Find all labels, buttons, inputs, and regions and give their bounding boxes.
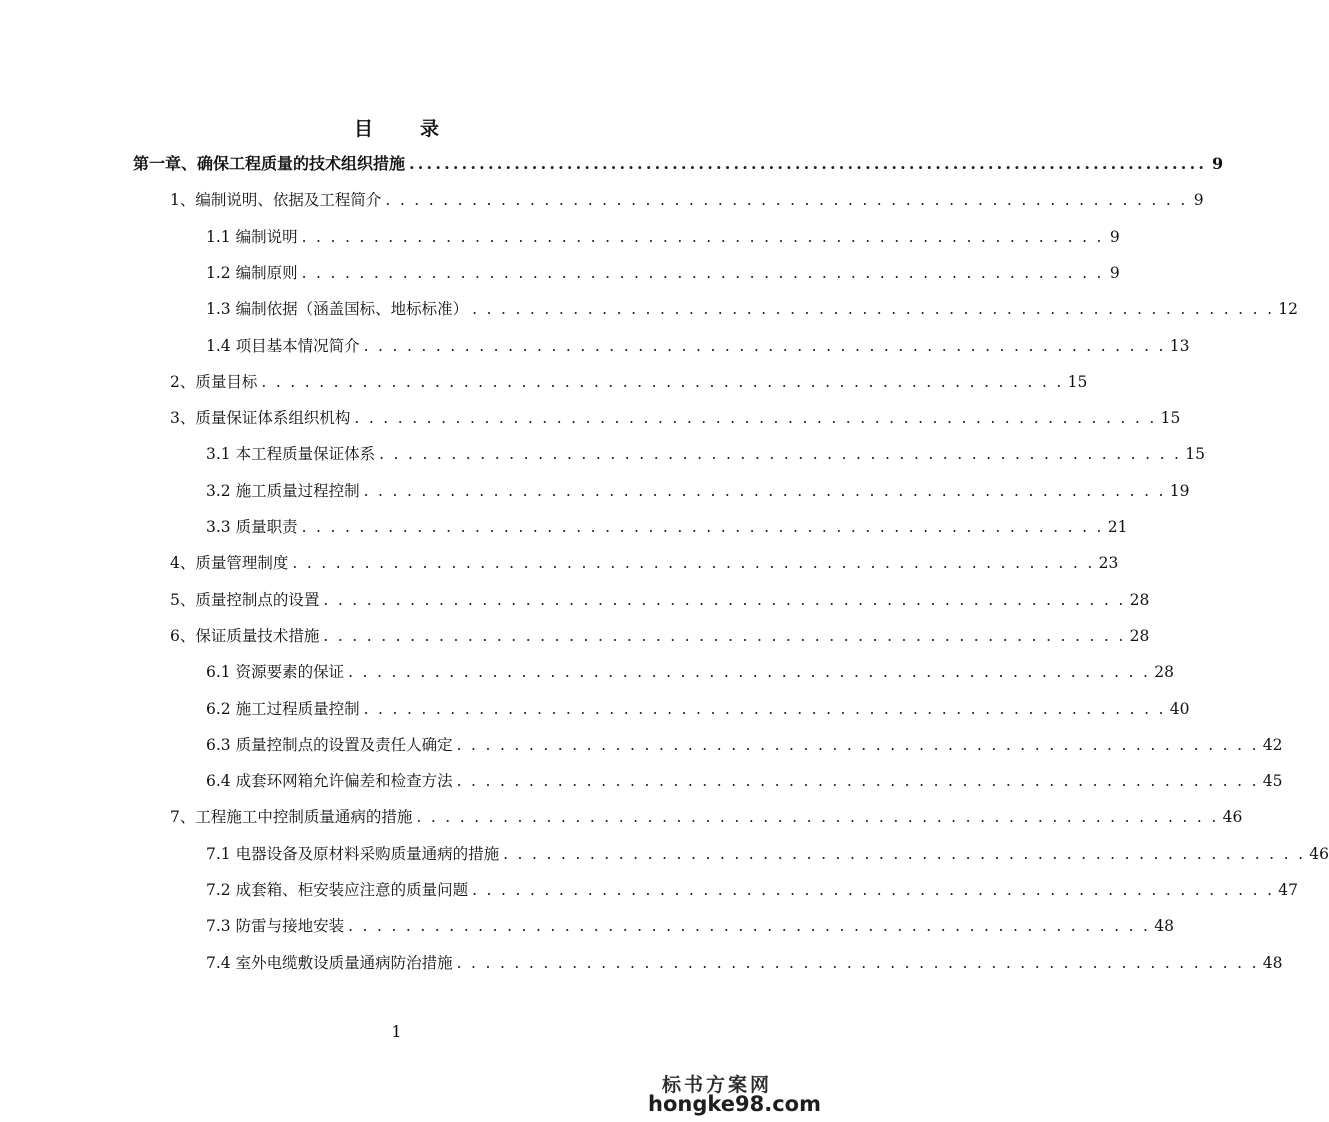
toc-entry[interactable] [170, 624, 1150, 648]
toc-entry-label: 1.3 编制依据（涵盖国标、地标标准） [206, 300, 469, 318]
toc-dot-leader [472, 878, 1274, 902]
toc-entry-label: 6.1 资源要素的保证 [206, 663, 345, 681]
toc-entry-page: 15 [1160, 409, 1181, 427]
toc-entry-page: 47 [1278, 881, 1299, 899]
toc-entry-label: 6.2 施工过程质量控制 [206, 700, 360, 718]
toc-entry-label: 4、质量管理制度 [170, 554, 289, 572]
toc-entry-page: 9 [1109, 264, 1120, 282]
toc-entry-label: 1.2 编制原则 [206, 264, 298, 282]
toc-entry[interactable] [206, 660, 1175, 684]
toc-dot-leader [323, 588, 1125, 612]
toc-dot-leader [379, 442, 1181, 466]
toc-dot-leader [348, 914, 1150, 938]
toc-entry-label: 3.1 本工程质量保证体系 [206, 445, 376, 463]
watermark-site-name: 标书方案网 [662, 1074, 773, 1096]
toc-entry-label: 3、质量保证体系组织机构 [170, 409, 351, 427]
toc-dot-leader [472, 297, 1274, 321]
toc-dot-leader [292, 551, 1094, 575]
toc-dot-leader [348, 660, 1150, 684]
toc-dot-leader [364, 334, 1166, 358]
toc-entry[interactable] [206, 334, 1190, 358]
toc-dot-leader [364, 479, 1166, 503]
toc-entry-page: 48 [1262, 954, 1283, 972]
toc-entry-label: 7.1 电器设备及原材料采购质量通病的措施 [206, 845, 500, 863]
toc-entry[interactable] [170, 370, 1088, 394]
toc-entry[interactable] [170, 551, 1119, 575]
toc-entry[interactable] [206, 479, 1190, 503]
toc-entry-label: 3.3 质量职责 [206, 518, 298, 536]
toc-entry-page: 28 [1154, 663, 1175, 681]
toc-dot-leader [354, 406, 1156, 430]
toc-entry[interactable] [206, 842, 1329, 866]
toc-dot-leader [302, 225, 1104, 249]
page-number: 1 [391, 1022, 402, 1041]
toc-entry[interactable] [206, 442, 1206, 466]
toc-entry[interactable] [206, 733, 1283, 757]
toc-entry-label: 3.2 施工质量过程控制 [206, 482, 360, 500]
toc-dot-leader [409, 152, 1207, 176]
toc-entry-label: 7.3 防雷与接地安装 [206, 917, 345, 935]
toc-entry[interactable] [206, 951, 1283, 975]
toc-entry[interactable] [170, 588, 1150, 612]
toc-entry-label: 7.4 室外电缆敷设质量通病防治措施 [206, 954, 453, 972]
toc-entry[interactable] [206, 261, 1120, 285]
toc-entry[interactable] [206, 697, 1190, 721]
toc-entry-page: 15 [1185, 445, 1206, 463]
toc-entry-page: 23 [1098, 554, 1119, 572]
toc-entry-label: 6.3 质量控制点的设置及责任人确定 [206, 736, 453, 754]
toc-entry-page: 28 [1129, 591, 1150, 609]
toc-entry-label: 1.4 项目基本情况简介 [206, 337, 360, 355]
toc-entry-page: 12 [1278, 300, 1299, 318]
toc-entry-label: 2、质量目标 [170, 373, 258, 391]
toc-entry[interactable] [170, 805, 1243, 829]
toc-entry-label: 7.2 成套箱、柜安装应注意的质量问题 [206, 881, 469, 899]
toc-entry-page: 45 [1262, 772, 1283, 790]
toc-entry-page: 13 [1169, 337, 1190, 355]
toc-entry-page: 9 [1193, 191, 1204, 209]
toc-dot-leader [457, 951, 1259, 975]
toc-entry-label: 1、编制说明、依据及工程简介 [170, 191, 382, 209]
toc-entry-page: 42 [1262, 736, 1283, 754]
toc-entry[interactable] [206, 769, 1283, 793]
toc-dot-leader [457, 733, 1259, 757]
toc-dot-leader [385, 188, 1187, 212]
toc-entry[interactable] [206, 878, 1299, 902]
watermark-url: hongke98.com [648, 1092, 821, 1116]
toc-entry-label: 7、工程施工中控制质量通病的措施 [170, 808, 413, 826]
toc-entry-label: 6.4 成套环网箱允许偏差和检查方法 [206, 772, 453, 790]
toc-entry-page: 46 [1309, 845, 1329, 863]
toc-entry-page: 15 [1067, 373, 1088, 391]
toc-entry-label: 6、保证质量技术措施 [170, 627, 320, 645]
toc-dot-leader [364, 697, 1166, 721]
toc-entry-label: 5、质量控制点的设置 [170, 591, 320, 609]
toc-entry-label: 1.1 编制说明 [206, 228, 298, 246]
toc-dot-leader [503, 842, 1305, 866]
toc-entry-page: 9 [1211, 154, 1224, 173]
toc-entry[interactable] [170, 188, 1204, 212]
toc-entry[interactable] [206, 297, 1299, 321]
toc-entry-page: 9 [1109, 228, 1120, 246]
toc-entry-page: 21 [1107, 518, 1128, 536]
toc-entry-page: 28 [1129, 627, 1150, 645]
toc-entry-page: 46 [1222, 808, 1243, 826]
toc-entry-page: 48 [1154, 917, 1175, 935]
toc-dot-leader [416, 805, 1218, 829]
toc-entry-page: 40 [1169, 700, 1190, 718]
toc-dot-leader [323, 624, 1125, 648]
toc-dot-leader [457, 769, 1259, 793]
toc-entry[interactable] [206, 914, 1175, 938]
toc-entry[interactable] [133, 152, 1224, 176]
toc-entry[interactable] [170, 406, 1181, 430]
toc-entry[interactable] [206, 225, 1120, 249]
toc-dot-leader [261, 370, 1063, 394]
page-title: 目 录 [353, 118, 453, 140]
toc-entry[interactable] [206, 515, 1128, 539]
toc-dot-leader [302, 261, 1104, 285]
toc-entry-page: 19 [1169, 482, 1190, 500]
toc-entry-label: 第一章、确保工程质量的技术组织措施 [133, 154, 406, 173]
toc-dot-leader [302, 515, 1104, 539]
